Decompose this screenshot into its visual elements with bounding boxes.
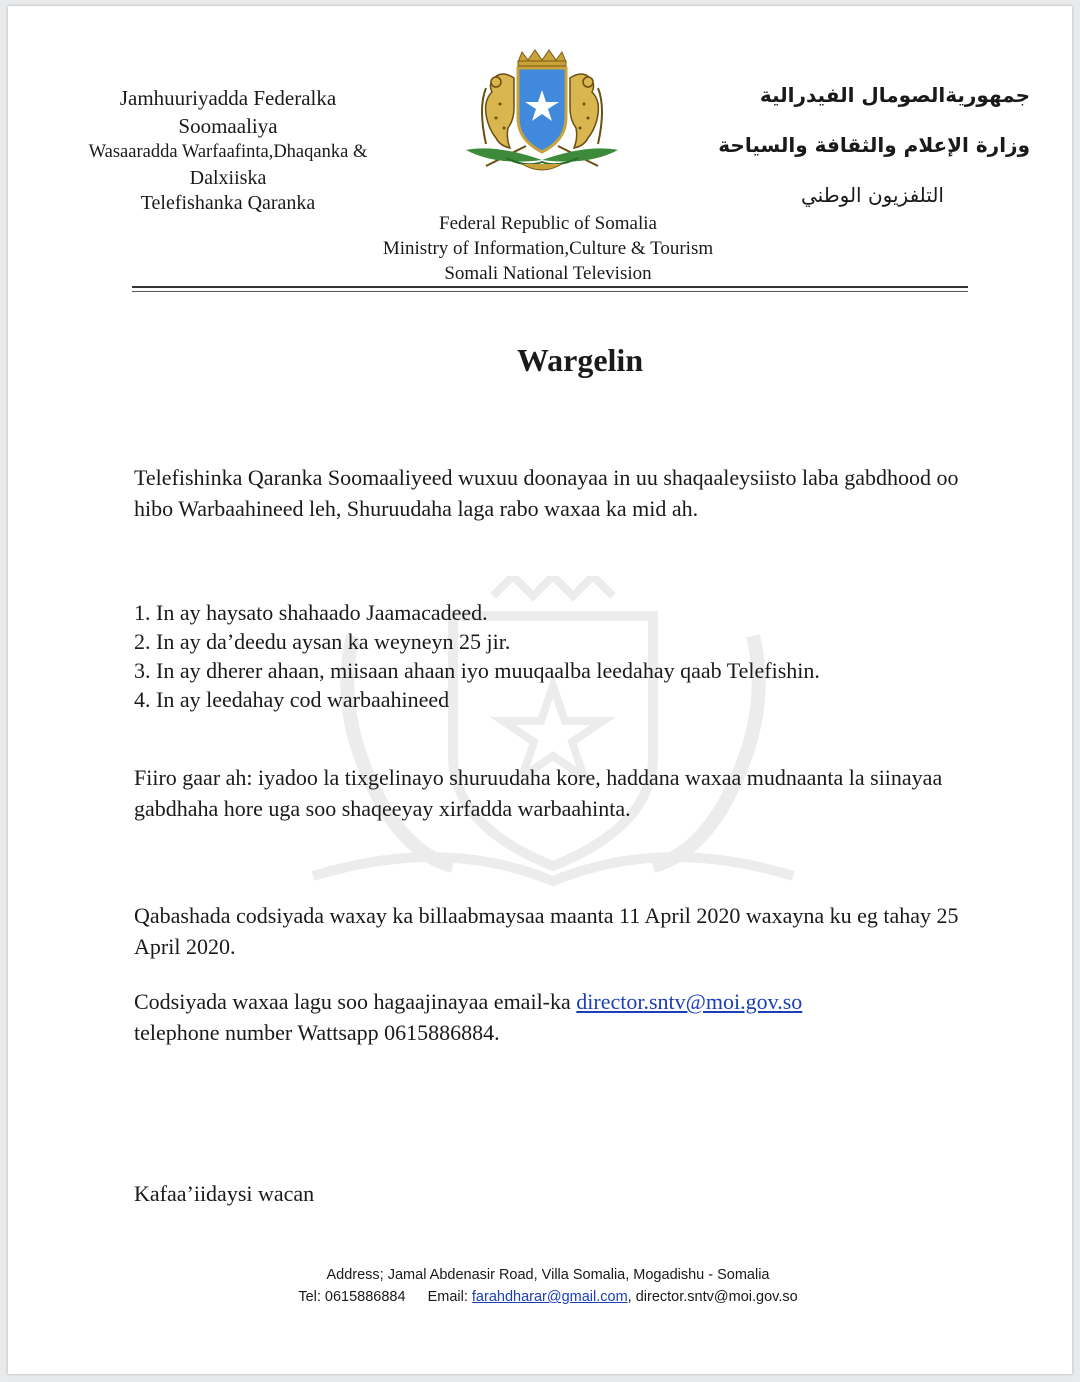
header-left-somali	[58, 84, 398, 217]
footer-address: Address; Jamal Abdenasir Road, Villa Somalia, Mogadishu - Somalia	[326, 1267, 770, 1283]
header-divider-thin	[132, 291, 968, 292]
header-right-arabic	[670, 70, 1030, 220]
director-email-link[interactable]: director.sntv@moi.gov.so	[576, 989, 803, 1014]
somalia-coat-of-arms-icon	[456, 48, 628, 178]
requirement-item: 1. In ay haysato shahaado Jaamacadeed.	[134, 600, 488, 625]
application-phone: telephone number Wattsapp 0615886884.	[134, 1020, 500, 1045]
requirement-item: 3. In ay dherer ahaan, miisaan ahaan iyo muuqaalba leedahay qaab Telefishin.	[134, 658, 820, 683]
header-divider-thick	[132, 286, 968, 288]
footer	[8, 1264, 1072, 1308]
footer-email-label: Email:	[427, 1289, 472, 1305]
header-left-line5: Telefishanka Qaranka	[140, 192, 316, 214]
header-left-line2: Soomaaliya	[178, 114, 278, 138]
header-right-line2: وزارة الإعلام والثقافة والسياحة	[718, 133, 1030, 157]
intro-paragraph: Telefishinka Qaranka Soomaaliyeed wuxuu doonayaa in uu shaqaaleysiisto laba gabdhood oo hibo Warbaahineed leh, Shuruudaha laga rabo waxaa ka mid ah.	[134, 465, 959, 521]
header-right-line3: التلفزيون الوطني	[800, 183, 944, 207]
requirements-list	[134, 598, 984, 714]
closing-text: Kafaa’iidaysi wacan	[134, 1181, 315, 1206]
header-left-line1: Jamhuuriyadda Federalka	[119, 86, 337, 110]
footer-email-secondary: , director.sntv@moi.gov.so	[627, 1289, 798, 1305]
letter-page	[8, 6, 1072, 1374]
document-title: Wargelin	[516, 342, 644, 378]
requirement-item: 2. In ay da’deedu aysan ka weyneyn 25 jir.	[134, 629, 511, 654]
application-prefix: Codsiyada waxaa lagu soo hagaajinayaa email-ka	[134, 989, 577, 1014]
dates-paragraph: Qabashada codsiyada waxay ka billaabmaysaa maanta 11 April 2020 waxayna ku eg tahay 25 April 2020.	[134, 903, 959, 959]
footer-tel: Tel: 0615886884	[298, 1289, 406, 1305]
application-paragraph	[134, 986, 984, 1048]
header-right-line1: جمهوريةالصومال الفيدرالية	[759, 83, 1030, 107]
footer-email-link[interactable]: farahdharar@gmail.com	[471, 1289, 628, 1305]
header-center-line2: Ministry of Information,Culture & Tourism	[382, 238, 714, 259]
footer-contact	[8, 1286, 1072, 1308]
header-center-line1: Federal Republic of Somalia	[439, 213, 657, 234]
note-paragraph: Fiiro gaar ah: iyadoo la tixgelinayo shuruudaha kore, haddana waxaa mudnaanta la siinayaa gabdhaha hore uga soo shaqeeyay xirfadda warbaahinta.	[134, 765, 943, 821]
header-center-line3: Somali National Television	[444, 263, 652, 284]
header-center-english	[318, 211, 778, 286]
header-left-line4: Dalxiiska	[189, 166, 267, 189]
header-left-line3: Wasaaradda Warfaafinta,Dhaqanka &	[88, 142, 368, 162]
requirement-item: 4. In ay leedahay cod warbaahineed	[134, 687, 450, 712]
